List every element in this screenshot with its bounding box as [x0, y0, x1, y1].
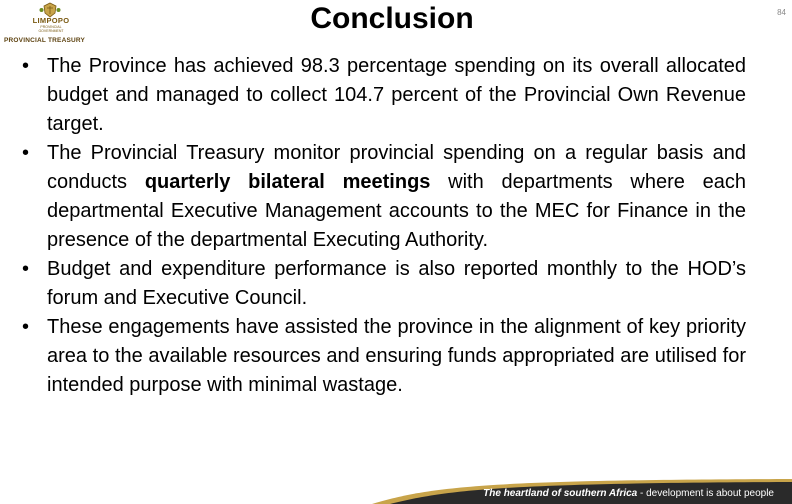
bullet-text: These engagements have assisted the province in the alignment of key priority area to the available resources and ensuring funds appropriated are utilised for intended purpose with minimal wastage. [47, 316, 746, 396]
logo-department: PROVINCIAL TREASURY [4, 37, 86, 44]
bullet-list [22, 52, 746, 400]
bullet-item [22, 255, 746, 313]
footer-banner [372, 478, 792, 504]
bullet-dot-icon: • [22, 55, 30, 77]
bullet-text: Budget and expenditure performance is also reported monthly to the HOD’s forum and Executive Council. [47, 258, 746, 309]
page-number: 84 [777, 8, 786, 17]
bullet-item [22, 313, 746, 400]
bullet-bold-text: quarterly bilateral meetings [144, 171, 431, 193]
bullet-text: The Provincial Treasury monitor provincial spending on a regular basis and conducts [47, 142, 746, 193]
bullet-item [22, 52, 746, 139]
logo-subtitle: PROVINCIAL GOVERNMENT [38, 25, 64, 33]
bullet-text: with departments where each departmental Executive Management accounts to the MEC for Finance in the presence of the departmental Executing Authority. [47, 171, 747, 251]
logo-name: LIMPOPO [32, 16, 70, 25]
bullet-dot-icon: • [22, 316, 30, 338]
bullet-item [22, 139, 746, 255]
bullet-dot-icon: • [22, 142, 30, 164]
footer-slogan-emphasis: The heartland of southern Africa [483, 488, 638, 499]
slide-title: Conclusion [310, 2, 474, 35]
bullet-text: The Province has achieved 98.3 percentage spending on its overall allocated budget and managed to collect 104.7 percent of the Provincial Own Revenue target. [47, 55, 746, 135]
footer-slogan-rest: - development is about people [637, 488, 774, 499]
footer-slogan [483, 488, 774, 499]
bullet-dot-icon: • [22, 258, 30, 280]
